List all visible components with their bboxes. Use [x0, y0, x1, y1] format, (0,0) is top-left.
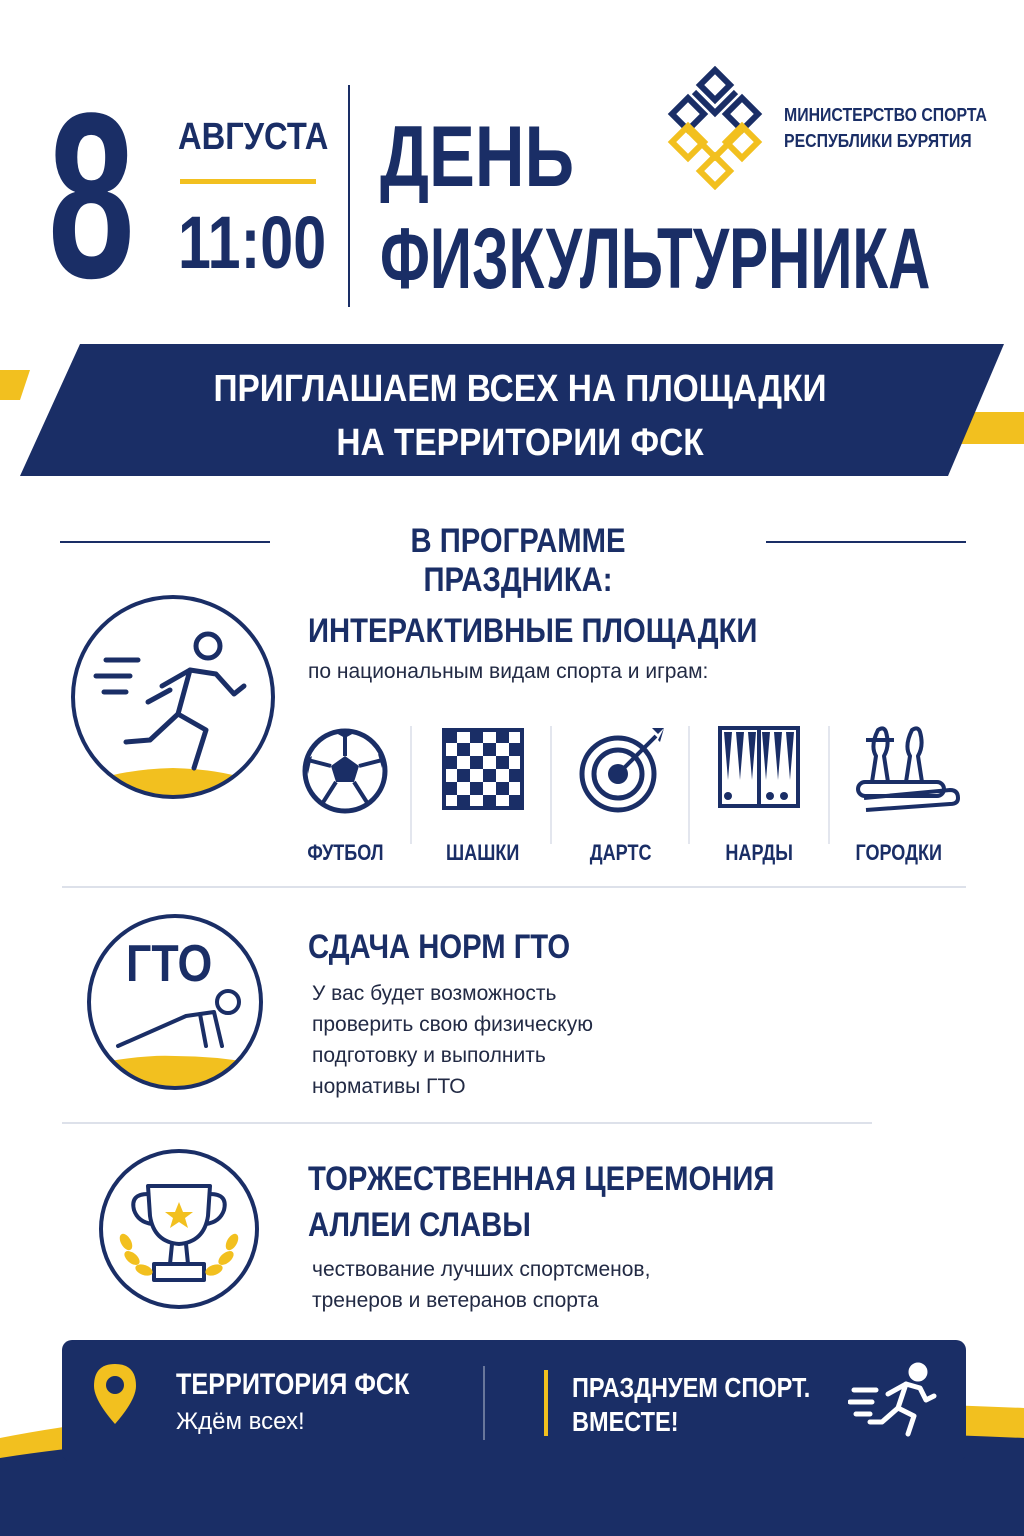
- sport-divider: [550, 726, 552, 844]
- interactive-title: ИНТЕРАКТИВНЫЕ ПЛОЩАДКИ: [308, 612, 758, 650]
- location-pin-icon: [92, 1362, 138, 1426]
- invite-line1: ПРИГЛАШАЕМ ВСЕХ НА ПЛОЩАДКИ: [213, 368, 827, 410]
- gorodki-pins-icon: [834, 716, 964, 826]
- soccer-ball-icon: [280, 716, 410, 826]
- gto-text-line2: проверить свою физическую: [312, 1013, 593, 1036]
- invite-line2: НА ТЕРРИТОРИИ ФСК: [336, 422, 704, 464]
- sport-label: ГОРОДКИ: [855, 840, 943, 865]
- section-divider: [62, 1122, 872, 1124]
- gto-badge: ГТО: [126, 935, 213, 993]
- ministry-line1: МИНИСТЕРСТВО СПОРТА: [784, 105, 987, 125]
- sport-checkers: [418, 716, 548, 865]
- event-time: 11:00: [178, 201, 327, 284]
- page-title-line1: ДЕНЬ: [380, 109, 575, 205]
- ceremony-text-line2: тренеров и ветеранов спорта: [312, 1289, 599, 1312]
- gto-text-line4: нормативы ГТО: [312, 1075, 466, 1098]
- checkers-board-icon: [418, 716, 548, 826]
- running-man-icon: [848, 1360, 940, 1440]
- sport-divider: [688, 726, 690, 844]
- runner-circle-icon: [66, 590, 280, 804]
- sport-darts: [556, 716, 686, 865]
- invite-text: [90, 362, 950, 470]
- ceremony-title-line1: ТОРЖЕСТВЕННАЯ ЦЕРЕМОНИЯ: [308, 1160, 775, 1198]
- heading-rule-right: [766, 541, 966, 543]
- event-month: АВГУСТА: [178, 116, 329, 158]
- location-subtitle: Ждём всех!: [176, 1408, 305, 1435]
- sport-divider: [828, 726, 830, 844]
- gto-text-line3: подготовку и выполнить: [312, 1044, 546, 1067]
- page-title-line2: ФИЗКУЛЬТУРНИКА: [380, 211, 931, 307]
- sport-gorodki: [834, 716, 964, 865]
- program-heading: В ПРОГРАММЕ ПРАЗДНИКА:: [410, 522, 626, 599]
- ceremony-text-line1: чествование лучших спортсменов,: [312, 1258, 651, 1281]
- sport-football: [280, 716, 410, 865]
- sport-divider: [410, 726, 412, 844]
- heading-rule-left: [60, 541, 270, 543]
- trophy-circle-icon: [96, 1146, 262, 1312]
- header-divider: [348, 85, 350, 307]
- sport-label: НАРДЫ: [725, 840, 793, 865]
- ministry-line2: РЕСПУБЛИКИ БУРЯТИЯ: [784, 131, 972, 151]
- sport-label: ФУТБОЛ: [306, 840, 384, 865]
- event-day: 8: [48, 64, 132, 328]
- sport-label: ДАРТС: [590, 840, 652, 865]
- ministry-logo-icon: [664, 66, 766, 190]
- location-title: ТЕРРИТОРИЯ ФСК: [176, 1368, 410, 1401]
- section-divider: [62, 886, 966, 888]
- ministry-name: [784, 102, 987, 154]
- slogan-line2: ВМЕСТЕ!: [572, 1406, 679, 1437]
- slogan-line1: ПРАЗДНУЕМ СПОРТ.: [572, 1372, 811, 1403]
- gto-text-line1: У вас будет возможность: [312, 982, 557, 1005]
- backgammon-icon: [694, 716, 824, 826]
- month-underline: [180, 179, 316, 184]
- sport-label: ШАШКИ: [446, 840, 520, 865]
- interactive-subtitle: по национальным видам спорта и играм:: [308, 660, 709, 683]
- gto-title: СДАЧА НОРМ ГТО: [308, 928, 571, 966]
- ceremony-title-line2: АЛЛЕИ СЛАВЫ: [308, 1206, 531, 1244]
- dartboard-icon: [556, 716, 686, 826]
- sport-backgammon: [694, 716, 824, 865]
